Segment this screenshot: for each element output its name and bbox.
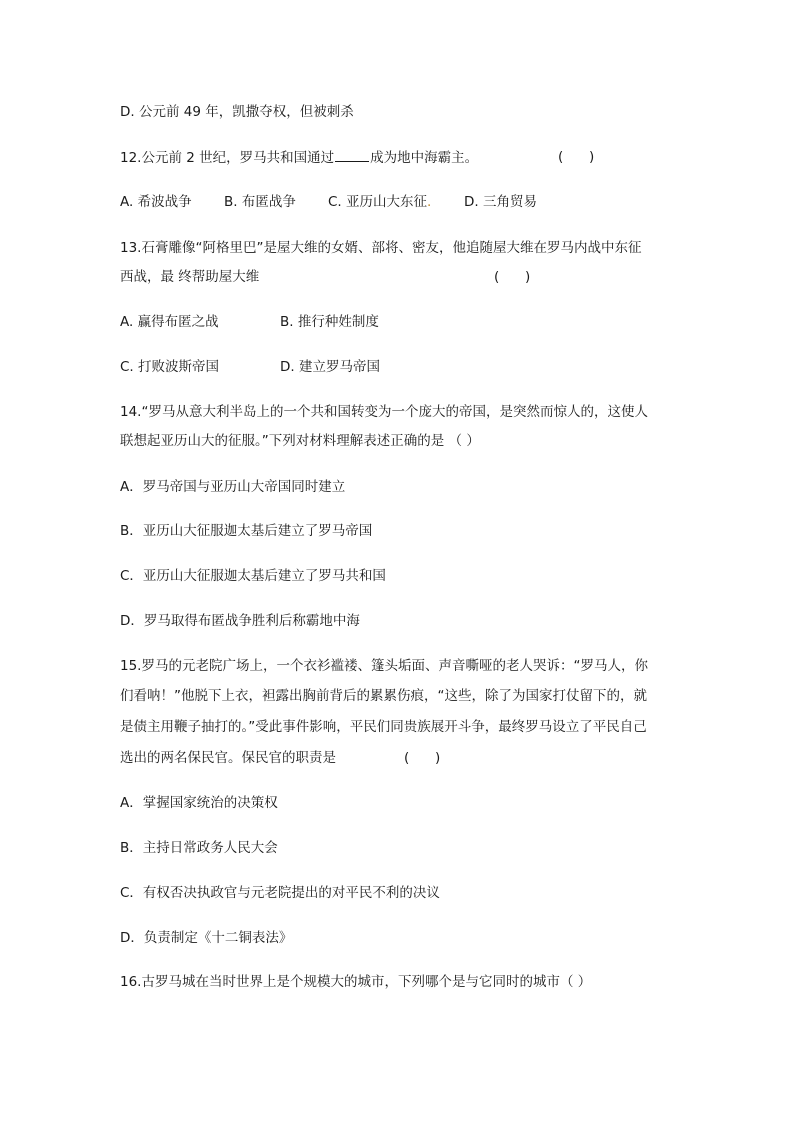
q14-option-a: A．罗马帝国与亚历山大帝国同时建立 [120,479,346,495]
q13-options-row1 [120,313,379,331]
q15-option-c: C．有权否决执政官与元老院提出的对平民不利的决议 [120,885,440,901]
q12-options [120,193,537,211]
q12-option-c [328,193,464,211]
q14-option-d: D．罗马取得布匿战争胜利后称霸地中海 [120,613,360,629]
q15-stem-line2: 们看呐！”他脱下上衣，袒露出胸前背后的累累伤痕，“这些，除了为国家打仗留下的，就 [120,688,647,704]
q15-option-a: A．掌握国家统治的决策权 [120,795,278,811]
q13-options-row2 [120,358,380,376]
q14-option-b: B．亚历山大征服迦太基后建立了罗马帝国 [120,523,373,539]
q12-option-c-dot: . [427,194,432,210]
q13-option-c: C. 打败波斯帝国 [120,359,220,375]
q15-stem-line4: 选出的两名保民官。保民官的职责是 [120,750,336,766]
q13-option-d: D. 建立罗马帝国 [280,359,380,375]
q16-stem: 16.古罗马城在当时世界上是个规模大的城市，下列哪个是与它同时的城市（ ） [120,974,592,990]
q15-stem-line3: 是债主用鞭子抽打的。”受此事件影响，平民们同贵族展开斗争，最终罗马设立了平民自己 [120,719,647,735]
q13-option-a: A. 赢得布匿之战 [120,314,219,330]
q12-answer-paren: ( ) [558,149,595,165]
q13-stem-line2: 西战，最 终帮助屋大维 [120,269,260,285]
q12-answer-blank [335,148,369,162]
q12-option-d: D. 三角贸易 [464,194,537,210]
q13-option-b: B. 推行种姓制度 [280,314,379,330]
q11-option-d: D. 公元前 49 年，凯撒夺权，但被刺杀 [120,104,354,120]
q12-option-a: A. 希波战争 [120,194,192,210]
q13-stem-line1: 13.石膏雕像“阿格里巴”是屋大维的女婿、部将、密友，他追随屋大维在罗马内战中东征 [120,240,642,256]
q13-answer-paren: ( ) [494,269,531,285]
q12-option-c-text: C. 亚历山大东征 [328,194,428,210]
q14-option-c: C．亚历山大征服迦太基后建立了罗马共和国 [120,568,386,584]
q12-stem-part2: 成为地中海霸主。 [370,150,479,166]
q12-option-b: B. 布匿战争 [224,194,296,210]
q15-option-b: B．主持日常政务人民大会 [120,840,278,856]
q15-stem-line1: 15.罗马的元老院广场上，一个衣衫褴褛、篷头垢面、声音嘶哑的老人哭诉：“罗马人，你 [120,658,648,674]
q12-stem [120,148,478,167]
q14-stem-line1: 14.“罗马从意大利半岛上的一个共和国转变为一个庞大的帝国，是突然而惊人的，这使人 [120,404,648,420]
q15-answer-paren: ( ) [404,750,441,766]
q12-stem-part1: 12.公元前 2 世纪，罗马共和国通过 [120,150,335,166]
q14-stem-line2: 联想起亚历山大的征服。”下列对材料理解表述正确的是 （ ） [120,433,480,449]
q15-option-d: D．负责制定《十二铜表法》 [120,930,293,946]
